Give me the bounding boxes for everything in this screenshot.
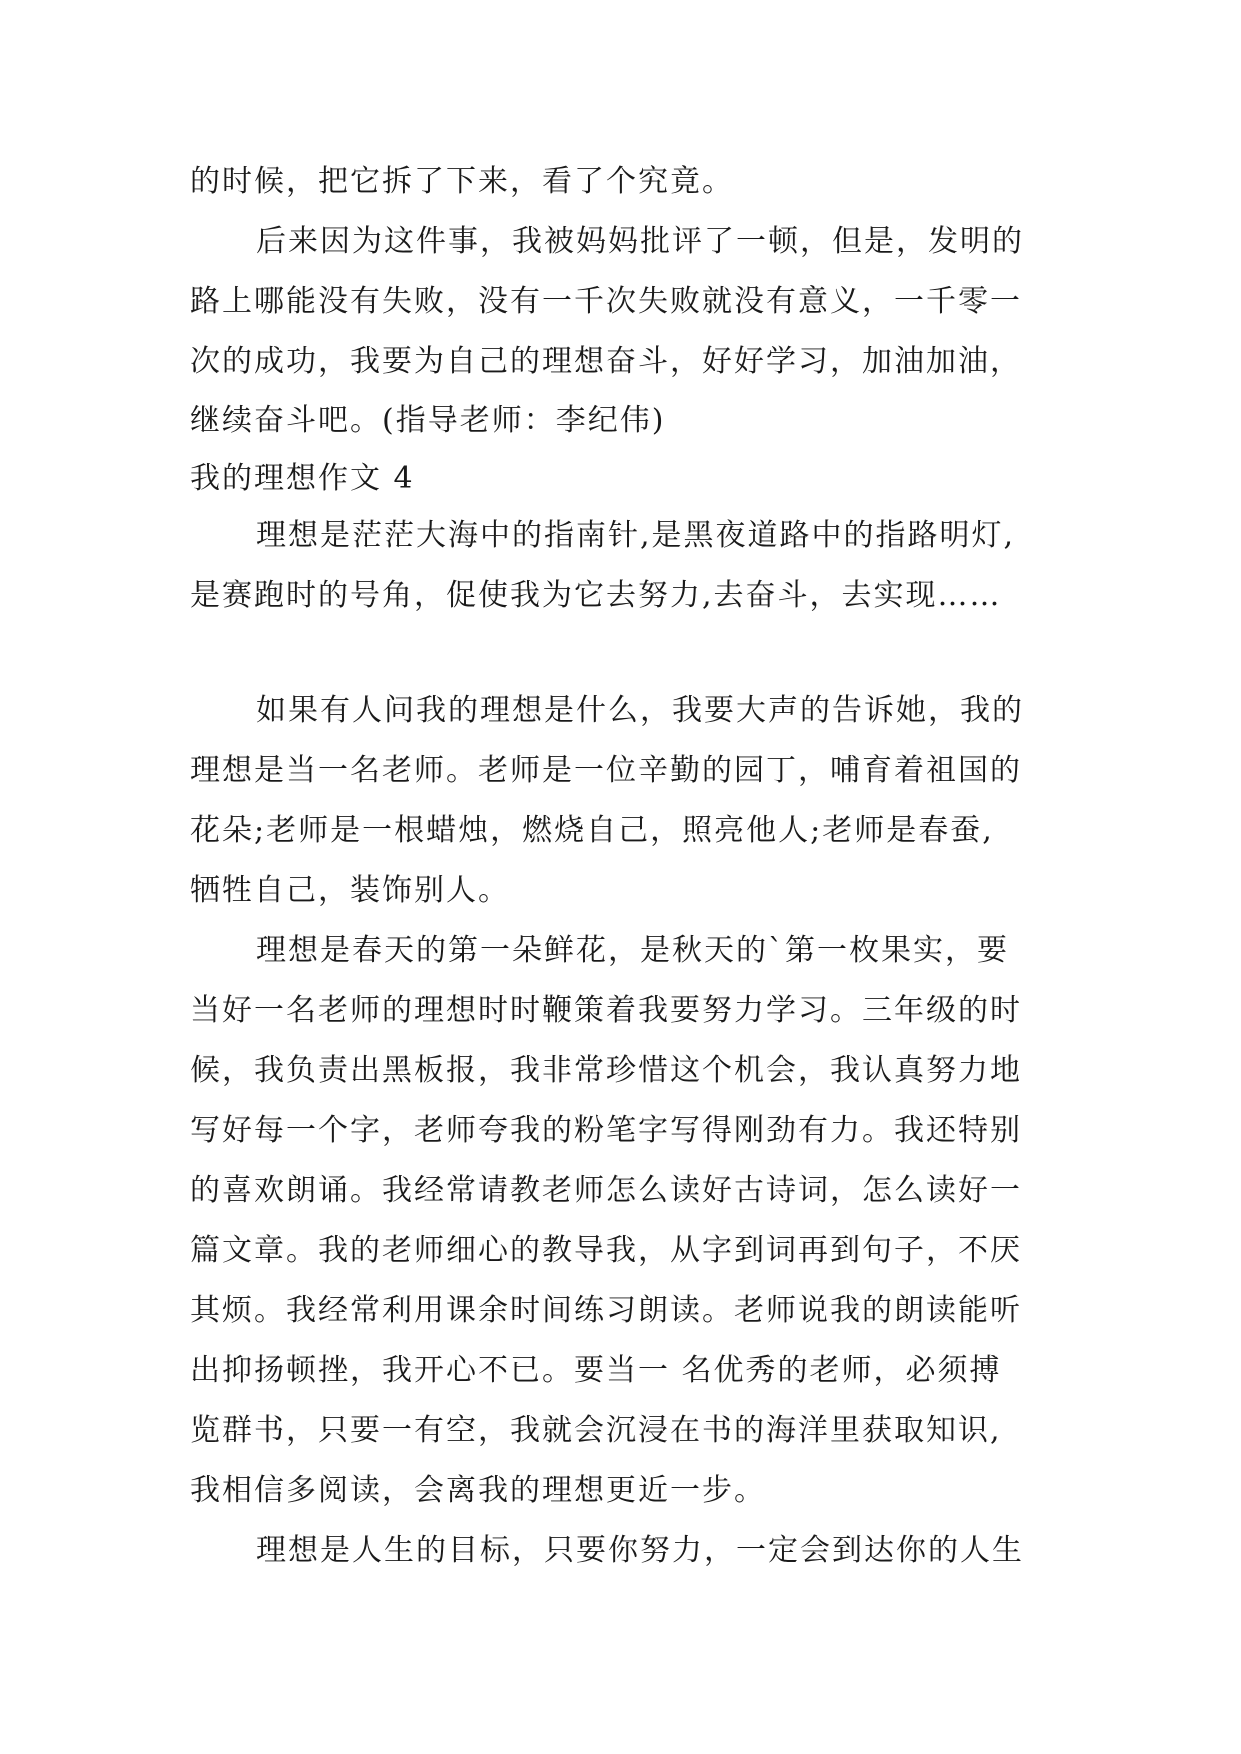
text-line: 的喜欢朗诵。我经常请教老师怎么读好古诗词，怎么读好一 [190, 1173, 1022, 1208]
text-line: 出抑扬顿挫，我开心不已。要当一 名优秀的老师，必须搏 [190, 1353, 1002, 1388]
text-line: 写好每一个字，老师夸我的粉笔字写得刚劲有力。我还特别 [190, 1113, 1022, 1148]
paragraph-start-line: 理想是人生的目标，只要你努力，一定会到达你的人生 [256, 1533, 1024, 1568]
text-line: 牺牲自己，装饰别人。 [190, 873, 510, 908]
text-line: 篇文章。我的老师细心的教导我，从字到词再到句子，不厌 [190, 1233, 1022, 1268]
paragraph-start-line: 理想是春天的第一朵鲜花，是秋天的`第一枚果实，要 [256, 933, 1009, 968]
paragraph-start-line: 如果有人问我的理想是什么，我要大声的告诉她，我的 [256, 693, 1024, 728]
text-line: 路上哪能没有失败，没有一千次失败就没有意义，一千零一 [190, 284, 1022, 319]
paragraph-start-line: 后来因为这件事，我被妈妈批评了一顿，但是，发明的 [256, 224, 1024, 259]
text-line: 其烦。我经常利用课余时间练习朗读。老师说我的朗读能听 [190, 1293, 1022, 1328]
text-line: 是赛跑时的号角，促使我为它去努力,去奋斗，去实现…… [190, 578, 1002, 613]
paragraph-start-line: 理想是茫茫大海中的指南针,是黑夜道路中的指路明灯, [256, 518, 1016, 553]
text-line: 理想是当一名老师。老师是一位辛勤的园丁，哺育着祖国的 [190, 753, 1022, 788]
text-line: 次的成功，我要为自己的理想奋斗，好好学习，加油加油， [190, 344, 1022, 379]
section-heading: 我的理想作文 4 [190, 461, 415, 496]
text-line: 览群书，只要一有空，我就会沉浸在书的海洋里获取知识, [190, 1413, 1002, 1448]
text-line: 继续奋斗吧。(指导老师：李纪伟) [190, 403, 666, 438]
text-line: 当好一名老师的理想时时鞭策着我要努力学习。三年级的时 [190, 993, 1022, 1028]
text-line: 候，我负责出黑板报，我非常珍惜这个机会，我认真努力地 [190, 1053, 1022, 1088]
text-line: 的时候，把它拆了下来，看了个究竟。 [190, 164, 734, 199]
text-line: 花朵;老师是一根蜡烛，燃烧自己，照亮他人;老师是春蚕, [190, 813, 994, 848]
text-line: 我相信多阅读，会离我的理想更近一步。 [190, 1473, 766, 1508]
